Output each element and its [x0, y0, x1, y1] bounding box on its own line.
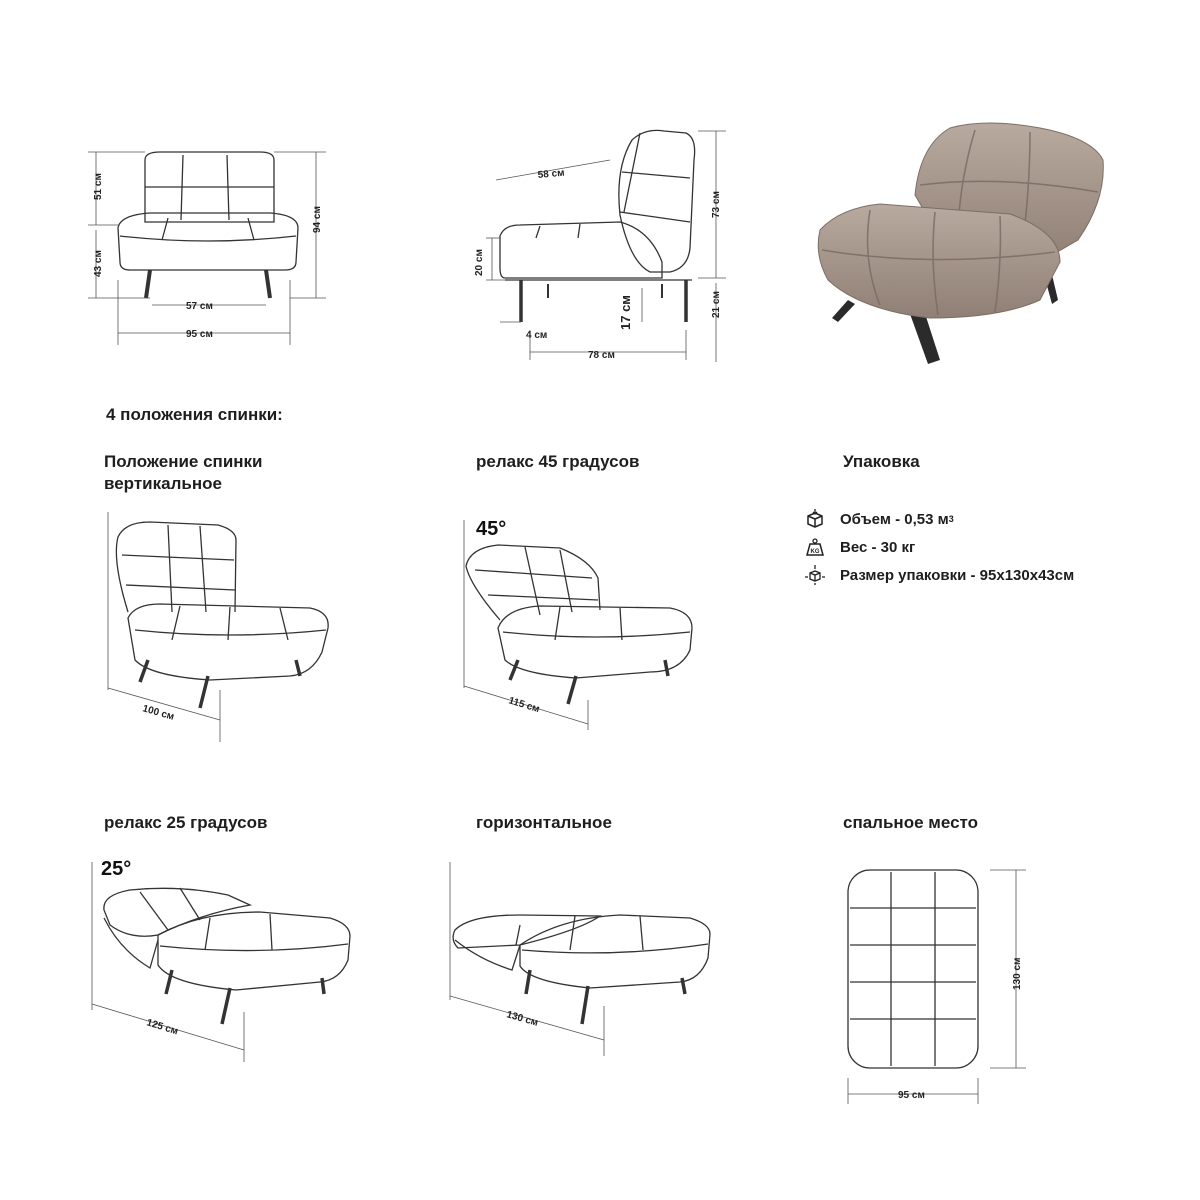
- dim-front-57: 57 см: [186, 301, 213, 312]
- position-1-title-line1: Положение спинки: [104, 452, 263, 471]
- packaging-volume: Объем - 0,53 м: [840, 510, 949, 528]
- positions-title: 4 положения спинки:: [106, 405, 283, 424]
- sleeping-place-title: спальное место: [843, 813, 979, 832]
- dim-side-4: 4 см: [526, 330, 548, 341]
- dim-side-78: 78 см: [588, 350, 615, 361]
- position-4-title: горизонтальное: [476, 813, 612, 832]
- position-3-title: релакс 25 градусов: [104, 813, 268, 832]
- dim-front-43: 43 см: [93, 250, 104, 277]
- packaging-weight: Вес - 30 кг: [840, 538, 916, 556]
- dim-pos4-length: 130 см: [505, 1009, 540, 1029]
- dim-pos2-length: 115 см: [507, 695, 541, 716]
- position-2-title: релакс 45 градусов: [476, 452, 640, 471]
- dim-pos3-length: 125 см: [145, 1017, 180, 1038]
- dim-side-58: 58 см: [537, 167, 566, 181]
- dim-sleep-length: 130 см: [1012, 957, 1023, 990]
- angle-45-label: 45°: [476, 518, 507, 540]
- dim-front-95: 95 см: [186, 329, 213, 340]
- dim-pos1-length: 100 см: [141, 703, 176, 723]
- dim-side-20: 20 см: [474, 249, 485, 276]
- angle-25-label: 25°: [101, 858, 132, 880]
- dim-side-17: 17 см: [618, 295, 633, 330]
- dim-front-94: 94 см: [312, 206, 323, 233]
- chair-25-diagram: [104, 888, 350, 1024]
- chair-vertical-diagram: [116, 522, 328, 708]
- dim-side-21: 21 см: [711, 291, 722, 318]
- packaging-title: Упаковка: [843, 452, 920, 471]
- dim-front-51: 51 см: [93, 173, 104, 200]
- weight-icon-label: KG: [810, 549, 820, 555]
- chair-45-diagram: [466, 545, 692, 704]
- position-1-title-line2: вертикальное: [104, 474, 222, 493]
- dim-sleep-width: 95 см: [898, 1090, 925, 1101]
- packaging-size: Размер упаковки - 95x130x43см: [840, 566, 1075, 584]
- dim-side-73: 73 см: [711, 191, 722, 218]
- packaging-volume-unit-sup: 3: [948, 514, 954, 524]
- sleeping-place-diagram: [848, 870, 978, 1068]
